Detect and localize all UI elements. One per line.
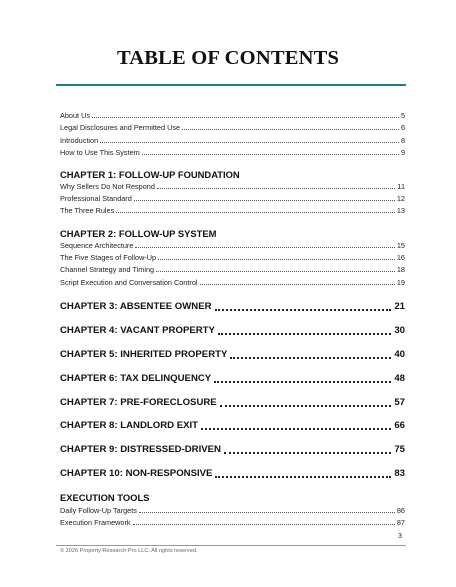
leader-dots [158, 253, 395, 260]
toc-entry-page: 18 [396, 265, 405, 274]
leader-dots [135, 241, 394, 248]
execution-tools-heading[interactable]: EXECUTION TOOLS [60, 492, 150, 503]
toc-chapter-5[interactable] [60, 349, 405, 361]
toc-entry-label: Script Execution and Conversation Control [60, 278, 198, 287]
chapter-label: CHAPTER 6: TAX DELINQUENCY [60, 373, 212, 384]
toc-entry-label: Why Sellers Do Not Respond [60, 182, 155, 191]
leader-dots [116, 206, 395, 213]
chapter-2-heading[interactable]: CHAPTER 2: FOLLOW-UP SYSTEM [60, 228, 217, 239]
toc-entry-execution-framework[interactable] [60, 518, 405, 527]
toc-entry-channel-strategy[interactable] [60, 265, 405, 274]
chapter-label: CHAPTER 10: NON-RESPONSIVE [60, 468, 213, 479]
chapter-page: 75 [394, 444, 405, 455]
leader-dots [230, 351, 391, 359]
leader-dots [133, 518, 395, 525]
toc-chapter-8[interactable] [60, 420, 405, 432]
toc-entry-how-to-use[interactable] [60, 148, 405, 157]
toc-entry-label: Channel Strategy and Timing [60, 265, 155, 274]
chapter-1-heading[interactable]: CHAPTER 1: FOLLOW-UP FOUNDATION [60, 169, 240, 180]
toc-chapter-9[interactable] [60, 444, 405, 456]
toc-entry-label: Legal Disclosures and Permitted Use [60, 123, 181, 132]
toc-entry-label: About Us [60, 111, 91, 120]
leader-dots [139, 506, 395, 513]
toc-entry-page: 15 [396, 241, 405, 250]
leader-dots [214, 375, 391, 383]
toc-entry-label: Daily Follow-Up Targets [60, 506, 137, 515]
toc-entry-label: Professional Standard [60, 194, 132, 203]
chapter-page: 30 [394, 325, 405, 336]
toc-entry-page: 5 [400, 111, 405, 120]
toc-entry-label: How to Use This System [60, 148, 140, 157]
toc-chapter-6[interactable] [60, 373, 405, 385]
toc-entry-page: 13 [396, 206, 405, 215]
chapter-label: CHAPTER 3: ABSENTEE OWNER [60, 301, 212, 312]
toc-entry-page: 11 [397, 182, 405, 191]
toc-entry-label: The Five Stages of Follow-Up [60, 253, 157, 262]
toc-chapter-7[interactable] [60, 397, 405, 409]
toc-entry-about-us[interactable] [60, 111, 405, 120]
chapter-page: 57 [394, 397, 405, 408]
chapter-page: 48 [394, 373, 405, 384]
chapter-label: CHAPTER 9: DISTRESSED-DRIVEN [60, 444, 221, 455]
page-number: 3 [398, 533, 402, 540]
toc-entry-legal[interactable] [60, 123, 405, 132]
toc-entry-introduction[interactable] [60, 136, 405, 145]
toc-entry-three-rules[interactable] [60, 206, 405, 215]
leader-dots [200, 278, 395, 285]
toc-chapter-10[interactable] [60, 468, 405, 480]
chapter-page: 83 [394, 468, 405, 479]
chapter-page: 40 [394, 349, 405, 360]
page-title: TABLE OF CONTENTS [116, 47, 340, 69]
toc-entry-label: Execution Framework [60, 518, 131, 527]
toc-entry-five-stages[interactable] [60, 253, 405, 262]
toc-entry-label: The Three Rules [60, 206, 115, 215]
chapter-label: CHAPTER 4: VACANT PROPERTY [60, 325, 215, 336]
toc-chapter-4[interactable] [60, 325, 405, 337]
leader-dots [92, 111, 399, 118]
toc-entry-label: Introduction [60, 136, 99, 145]
leader-dots [220, 399, 392, 407]
leader-dots [224, 446, 391, 454]
toc-entry-page: 86 [396, 506, 405, 515]
leader-dots [134, 194, 395, 201]
toc-entry-page: 19 [396, 278, 405, 287]
copyright-footer: © 2026 Property Research Pro LLC. All rights reserved. [60, 548, 198, 554]
leader-dots [215, 470, 391, 478]
toc-entry-daily-targets[interactable] [60, 506, 405, 515]
toc-entry-sequence-architecture[interactable] [60, 241, 405, 250]
leader-dots [215, 303, 392, 311]
leader-dots [100, 136, 399, 143]
toc-entry-page: 12 [396, 194, 405, 203]
toc-entry-label: Sequence Architecture [60, 241, 134, 250]
leader-dots [156, 265, 395, 272]
toc-chapter-3[interactable] [60, 301, 405, 313]
footer-divider [56, 545, 406, 546]
leader-dots [218, 327, 391, 335]
leader-dots [182, 123, 399, 130]
title-divider [56, 84, 406, 86]
leader-dots [157, 182, 396, 189]
chapter-label: CHAPTER 5: INHERITED PROPERTY [60, 349, 228, 360]
chapter-page: 21 [394, 301, 405, 312]
toc-entry-page: 8 [400, 136, 405, 145]
leader-dots [201, 422, 391, 430]
toc-entry-page: 9 [400, 148, 405, 157]
leader-dots [142, 148, 399, 155]
toc-entry-why-sellers[interactable] [60, 182, 405, 191]
toc-entry-page: 87 [396, 518, 405, 527]
chapter-page: 66 [394, 420, 405, 431]
toc-entry-page: 16 [396, 253, 405, 262]
toc-entry-professional-standard[interactable] [60, 194, 405, 203]
toc-entry-page: 6 [400, 123, 405, 132]
toc-entry-script-execution[interactable] [60, 278, 405, 287]
chapter-label: CHAPTER 8: LANDLORD EXIT [60, 420, 199, 431]
chapter-label: CHAPTER 7: PRE-FORECLOSURE [60, 397, 217, 408]
